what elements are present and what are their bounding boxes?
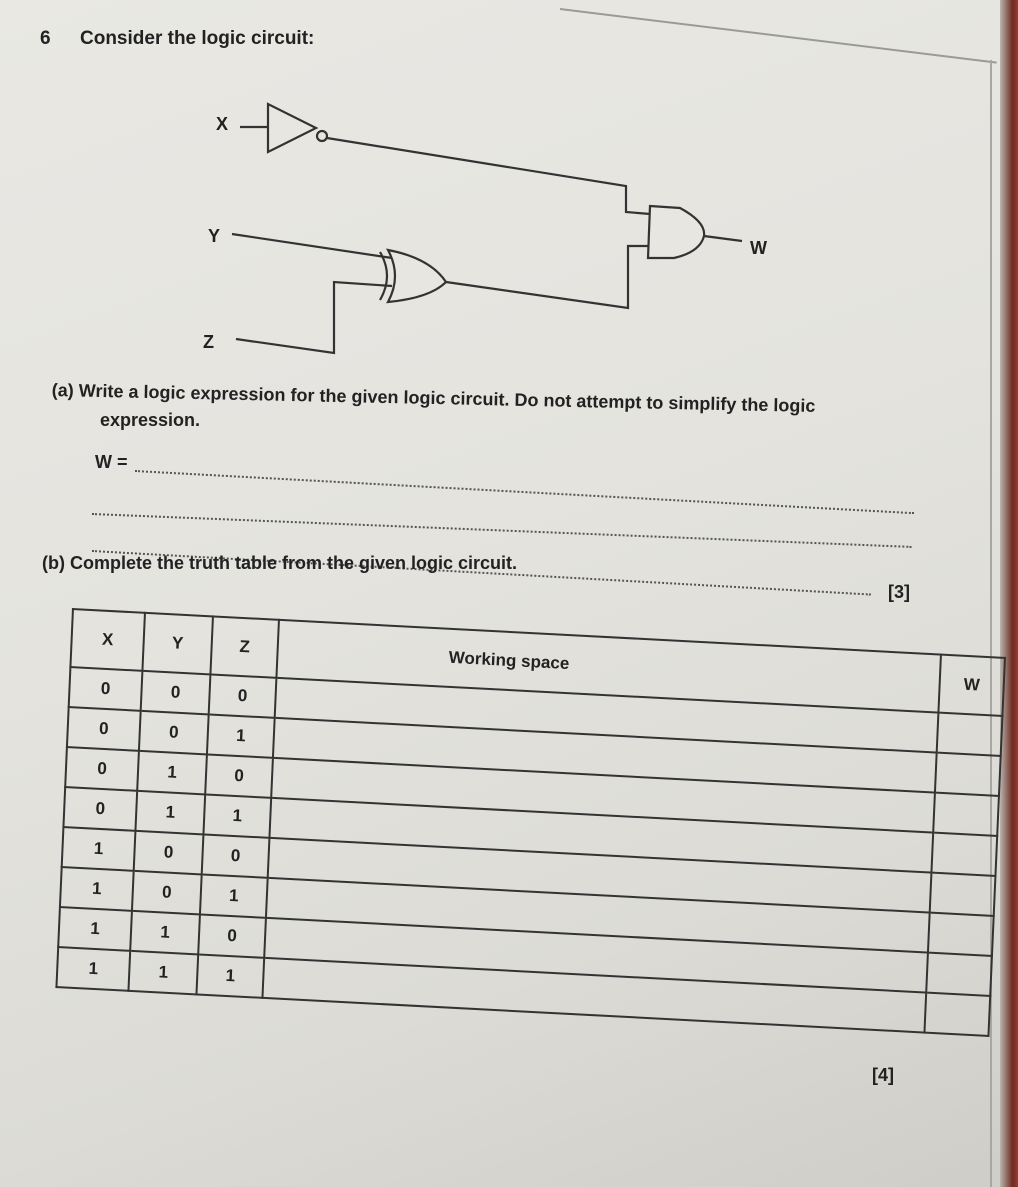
cell-y: 1	[135, 791, 205, 835]
cell-x: 0	[67, 707, 141, 751]
cell-z: 0	[209, 674, 277, 717]
cell-z: 1	[207, 714, 275, 757]
label-y: Y	[208, 226, 221, 246]
wire-z	[236, 282, 392, 353]
label-z: Z	[203, 332, 214, 352]
cell-y: 0	[139, 711, 209, 755]
cell-y: 0	[134, 831, 204, 875]
w-answer-cell[interactable]	[924, 993, 990, 1036]
and-gate	[648, 206, 704, 258]
w-answer-cell[interactable]	[935, 753, 1001, 796]
cell-x: 0	[65, 747, 139, 791]
w-answer-cell[interactable]	[931, 833, 997, 876]
w-answer-cell[interactable]	[933, 793, 999, 836]
label-w: W	[750, 238, 767, 258]
header-z: Z	[210, 616, 279, 677]
label-x: X	[216, 114, 229, 134]
w-equals-prompt: W =	[95, 452, 128, 472]
answer-line-2[interactable]	[92, 513, 911, 548]
cell-z: 1	[196, 954, 264, 997]
part-b-question: (b) Complete the truth table from the given logic circuit.	[42, 553, 518, 573]
cell-x: 0	[63, 787, 137, 831]
cell-x: 0	[69, 667, 143, 711]
cell-y: 1	[128, 951, 198, 995]
header-working-space: Working space	[276, 620, 941, 713]
cell-z: 0	[202, 834, 270, 877]
cell-y: 0	[141, 671, 211, 715]
wire-y	[232, 234, 392, 258]
truth-table	[55, 608, 1006, 1037]
answer-line-1[interactable]	[135, 470, 914, 514]
w-answer-cell[interactable]	[926, 953, 992, 996]
cell-x: 1	[62, 827, 136, 871]
header-y: Y	[142, 613, 213, 675]
cell-z: 1	[200, 874, 268, 917]
w-answer-cell[interactable]	[928, 913, 994, 956]
cell-x: 1	[58, 907, 132, 951]
part-a-question: (a) Write a logic expression for the given logic circuit. Do not attempt to simplify the logic	[51, 380, 816, 416]
cell-z: 0	[205, 754, 273, 797]
part-a-marks: [3]	[888, 582, 910, 602]
not-gate	[268, 104, 316, 152]
question-title: Consider the logic circuit:	[80, 28, 315, 49]
w-answer-cell[interactable]	[930, 873, 996, 916]
cell-y: 0	[132, 871, 202, 915]
cell-z: 1	[203, 794, 271, 837]
cell-y: 1	[130, 911, 200, 955]
question-number: 6	[40, 28, 51, 49]
cell-x: 1	[60, 867, 134, 911]
w-answer-cell[interactable]	[937, 713, 1003, 756]
wire-xor-to-and	[446, 246, 650, 308]
cell-y: 1	[137, 751, 207, 795]
xor-gate	[388, 250, 446, 302]
xor-gate-extra-curve	[380, 252, 387, 300]
not-gate-bubble	[317, 131, 327, 141]
wire-not-to-and	[327, 138, 650, 214]
cell-x: 1	[56, 947, 130, 991]
header-w: W	[938, 655, 1005, 716]
logic-circuit-diagram	[0, 0, 1018, 380]
part-b-marks: [4]	[872, 1065, 894, 1085]
part-a-question-cont: expression.	[100, 410, 201, 430]
cell-z: 0	[198, 914, 266, 957]
wire-w	[704, 236, 742, 241]
header-x: X	[70, 609, 145, 671]
